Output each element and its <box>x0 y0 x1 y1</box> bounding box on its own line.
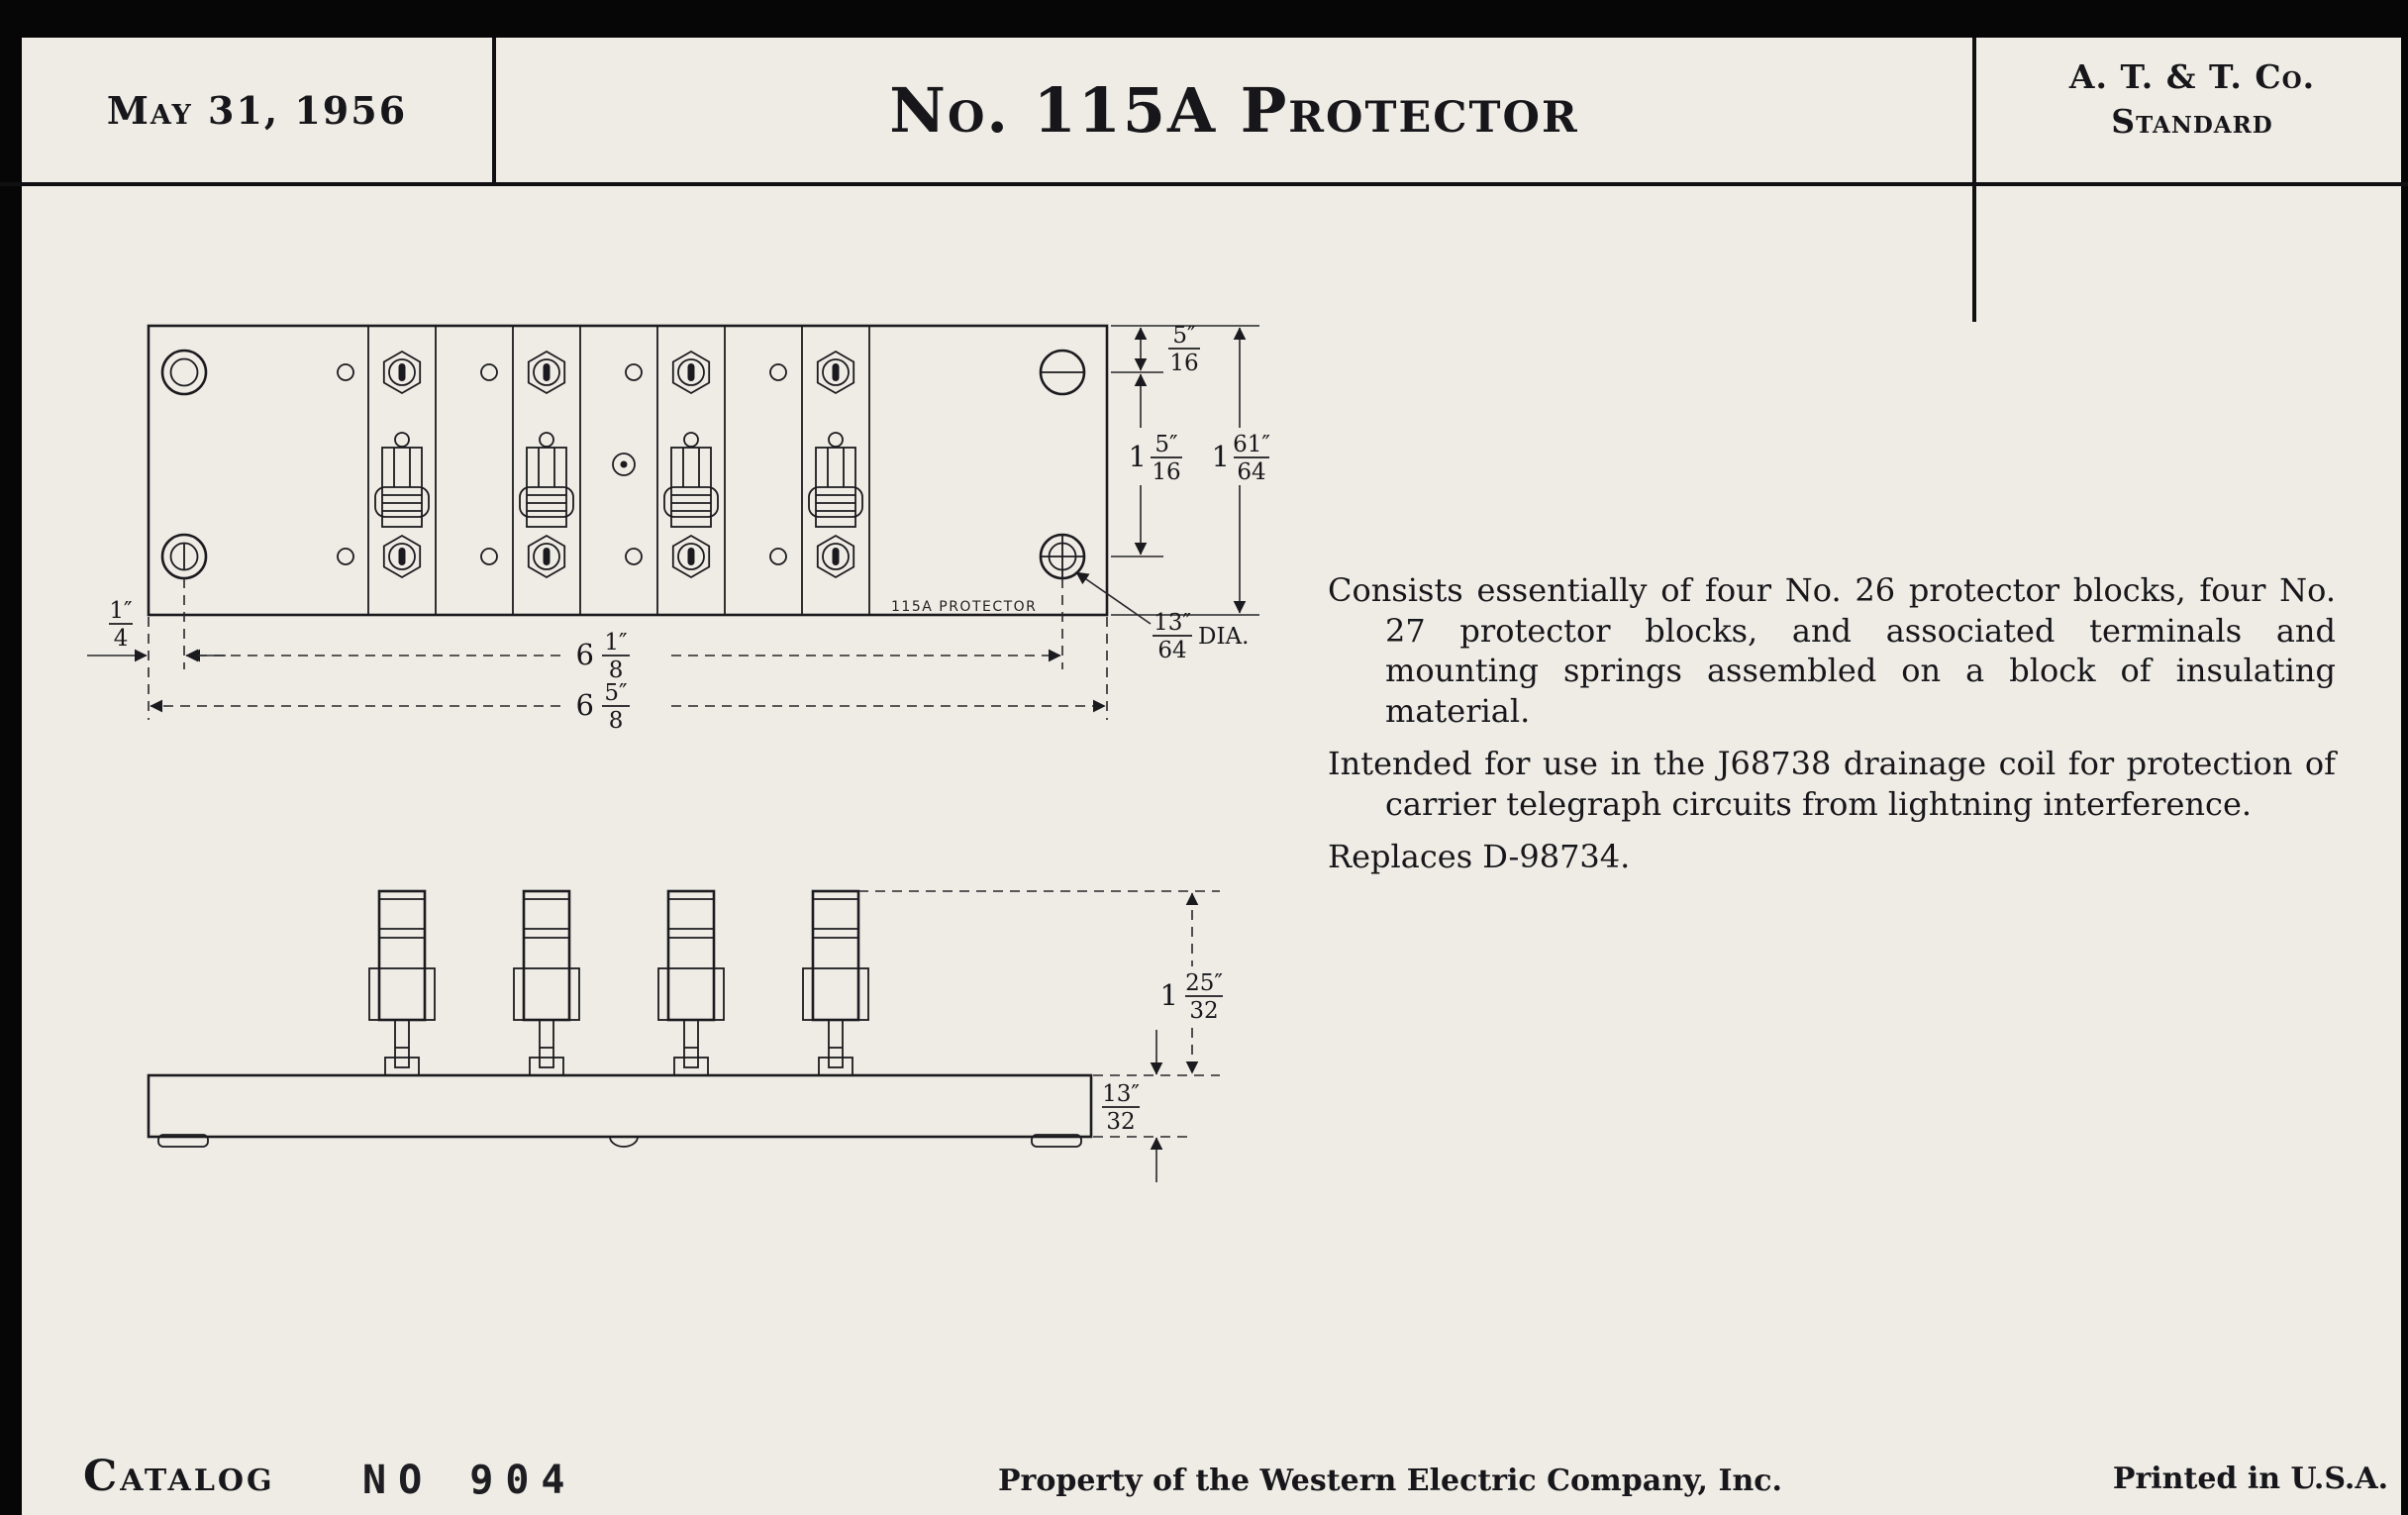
terminal-hole <box>481 549 497 564</box>
dim-numerator: 5″ <box>1154 432 1178 457</box>
base-center-boss <box>610 1137 638 1147</box>
dim-numerator: 1″ <box>109 598 133 624</box>
dim-denominator: 8 <box>608 708 624 734</box>
protector-assembly-2 <box>513 326 580 615</box>
terminal-hole <box>338 364 353 380</box>
plate-label: 115A PROTECTOR <box>891 599 1038 615</box>
mounting-hole-top-left <box>162 351 206 394</box>
protector-assembly-1 <box>368 326 436 615</box>
terminal-hole <box>626 364 642 380</box>
org-standard: Standard <box>2111 102 2273 141</box>
protector-assembly-4 <box>802 326 869 615</box>
dim-numerator: 5″ <box>1172 323 1196 349</box>
dim-denominator: 16 <box>1169 351 1199 376</box>
dim-hole-spacing-horizontal <box>576 630 630 683</box>
page-title: No. 115A Protector <box>889 73 1579 147</box>
protector-block-side-1 <box>369 891 435 1075</box>
dim-denominator: 16 <box>1152 459 1181 485</box>
org-name: A. T. & T. Co. <box>2068 57 2316 96</box>
description-paragraph: Replaces D-98734. <box>1328 838 1631 875</box>
mounting-screw-top-right <box>1041 351 1084 394</box>
dim-edge-to-hole <box>109 598 133 652</box>
plate-outline <box>149 326 1107 615</box>
dim-dia-label: DIA. <box>1198 624 1250 650</box>
mounting-hole-bottom-left <box>162 535 206 578</box>
terminal-hole <box>338 549 353 564</box>
side-view-dimensions <box>858 891 1246 1182</box>
dim-denominator: 32 <box>1106 1109 1136 1135</box>
protector-block-side-4 <box>803 891 868 1075</box>
description-block <box>1328 570 2336 890</box>
dim-hole-diameter <box>1153 610 1249 663</box>
dim-numerator: 1″ <box>604 630 628 656</box>
dim-denominator: 32 <box>1189 998 1219 1024</box>
printed-in-usa: Printed in U.S.A. <box>2112 1462 2389 1496</box>
dim-numerator: 13″ <box>1102 1081 1140 1107</box>
dim-numerator: 5″ <box>604 680 628 706</box>
dim-base-thickness <box>1102 1081 1140 1135</box>
dim-whole: 1 <box>1211 440 1230 473</box>
dim-denominator: 8 <box>608 657 624 683</box>
protector-assembly-3 <box>657 326 725 615</box>
terminal-hole <box>770 549 786 564</box>
dim-overall-width <box>576 680 630 734</box>
center-pilot-dot <box>621 461 628 468</box>
catalog-label: Catalog <box>83 1452 275 1501</box>
description-paragraph: Consists essentially of four No. 26 protector blocks, four No. 27 protector blocks, and associated terminals and mounting springs assembled on a block of insulating material. <box>1328 571 2336 730</box>
mounting-screw-bottom-right <box>1041 535 1084 578</box>
terminal-hole <box>481 364 497 380</box>
side-view <box>149 891 1091 1147</box>
dim-whole: 6 <box>575 638 594 671</box>
dim-denominator: 64 <box>1157 638 1187 663</box>
dim-top-edge-to-hole <box>1168 323 1200 376</box>
issue-date: May 31, 1956 <box>106 87 408 133</box>
protector-block-side-2 <box>514 891 579 1075</box>
description-paragraph: Intended for use in the J68738 drainage coil for protection of carrier telegraph circuits from lightning interference. <box>1328 745 2336 823</box>
dim-numerator: 25″ <box>1185 970 1223 996</box>
terminal-hole <box>770 364 786 380</box>
base-plate <box>149 1075 1091 1137</box>
dim-numerator: 61″ <box>1233 432 1270 457</box>
top-view <box>149 326 1107 615</box>
catalog-number: NO 904 <box>362 1458 577 1503</box>
property-notice: Property of the Western Electric Company, Inc. <box>997 1464 1783 1498</box>
terminal-hole <box>626 549 642 564</box>
dim-whole: 6 <box>575 688 594 722</box>
dim-whole: 1 <box>1128 440 1147 473</box>
dim-denominator: 64 <box>1237 459 1266 485</box>
dim-denominator: 4 <box>113 626 129 652</box>
dim-numerator: 13″ <box>1154 610 1191 636</box>
protector-block-side-3 <box>658 891 724 1075</box>
dim-whole: 1 <box>1159 978 1178 1012</box>
